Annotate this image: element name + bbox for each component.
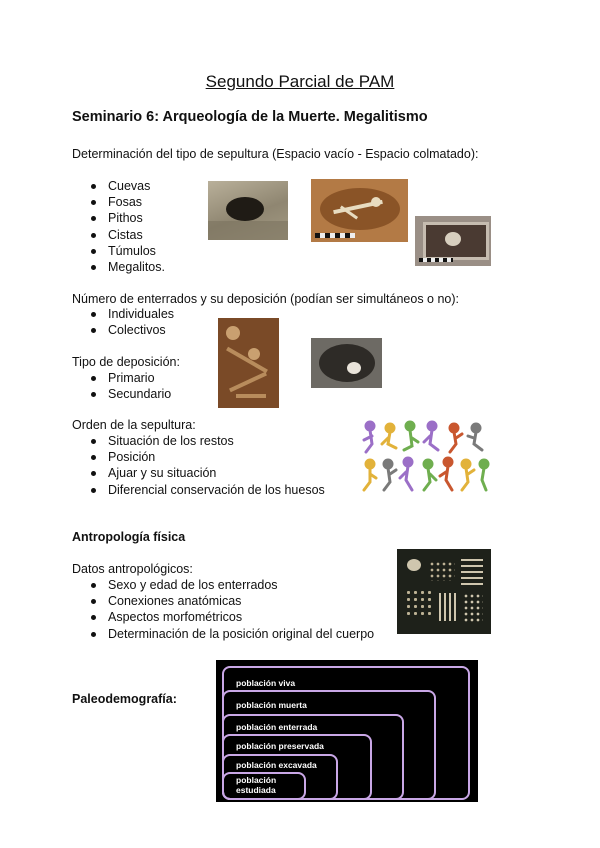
buried-count-list [72,306,174,338]
list-item: Posición [72,449,325,465]
burial-order-list [72,433,325,498]
population-label: población preservada [236,741,324,751]
secondary-burial-photo [311,338,382,388]
list-item: Conexiones anatómicas [72,593,374,609]
population-label: población muerta [236,700,307,710]
buried-count-intro: Número de enterrados y su deposición (podían ser simultáneos o no): [72,292,460,306]
list-item: Diferencial conservación de los huesos [72,482,325,498]
population-diagram [216,660,478,802]
list-item: Secundario [72,386,171,402]
list-item: Primario [72,370,171,386]
collective-burial-photo [218,318,279,408]
population-label: población enterrada [236,722,318,732]
list-item: Cistas [72,227,165,243]
list-item: Sexo y edad de los enterrados [72,577,374,593]
list-item: Ajuar y su situación [72,465,325,481]
anthropology-list [72,577,374,642]
list-item: Túmulos [72,243,165,259]
burial-order-intro: Orden de la sepultura: [72,418,196,432]
list-item: Colectivos [72,322,174,338]
list-item: Aspectos morfométricos [72,609,374,625]
body-positions-illustration [360,418,490,494]
list-item: Situación de los restos [72,433,325,449]
cist-burial-photo [415,216,491,266]
list-item: Individuales [72,306,174,322]
list-item: Megalitos. [72,259,165,275]
anthropology-intro: Datos antropológicos: [72,562,193,576]
deposition-type-intro: Tipo de deposición: [72,355,180,369]
burial-type-intro: Determinación del tipo de sepultura (Espacio vacío - Espacio colmatado): [72,147,479,161]
population-level [222,772,306,800]
population-label: población viva [236,678,296,688]
list-item: Determinación de la posición original del cuerpo [72,626,374,642]
anthropology-heading: Antropología física [72,530,186,544]
pit-burial-photo [311,179,408,242]
list-item: Cuevas [72,178,165,194]
paleodemography-heading: Paleodemografía: [72,692,177,706]
bones-photo [397,549,491,634]
list-item: Fosas [72,194,165,210]
population-label: población estudiada [236,775,277,795]
document-title: Segundo Parcial de PAM [205,72,395,91]
population-label: población excavada [236,760,317,770]
list-item: Pithos [72,210,165,226]
cave-photo [208,181,288,240]
seminar-heading: Seminario 6: Arqueología de la Muerte. Megalitismo [72,109,428,125]
burial-type-list [72,178,165,275]
deposition-type-list [72,370,171,402]
